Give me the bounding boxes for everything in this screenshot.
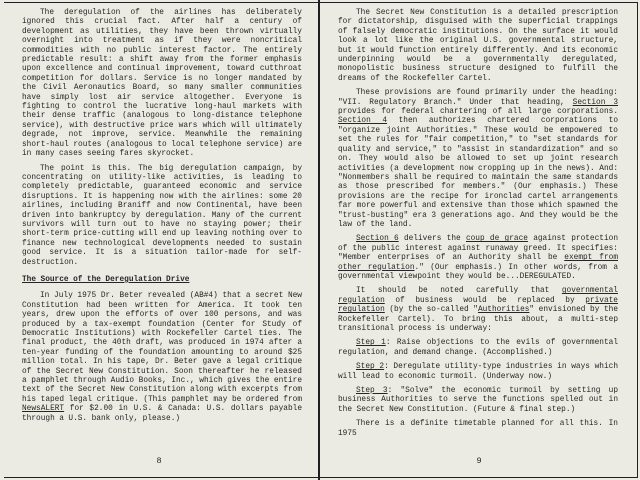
paragraph: The point is this. The big deregulation campaign, by concentrating on utility-like activities, is leading to completely predictable, guaranteed economic and service disruptions. It is happening now with the airlines: some 20 airlines, including Braniff and now Continental, have been driven into bankruptcy by deregulation. Many of the current survivors will turn out to have no staying power; their short-term price-cutting will end up leaving nothing over to finance new technological developments needed to sustain good service. It is a situation tailor-made for self-destruction. [22,164,302,267]
paragraph: The deregulation of the airlines has deliberately ignored this crucial fact. After half a century of development as utilities, they have been thrown virtually overnight into treatment as if they were noncritical commodities with no public interest factor. The entirely predictable result: a shift away from the former emphasis upon excellence and continual improvement, toward cutthroat competition for dollars. Service is no longer mandated by the Civil Aeronautics Board, so many smaller communities have simply lost air service altogether. Everyone is fighting to control the lucrative long-haul markets with their dense traffic (analogous to long-distance telephone service), with destructive price wars which will ultimately degrade, not improve, service. Meanwhile the remaining short-haul routes (analogous to local telephone service) are in many cases seeing fares skyrocket. [22,9,302,159]
page-number-left: 8 [156,456,162,466]
paragraph: There is a definite timetable planned for all this. In 1975 [338,420,618,438]
page-number-right: 9 [476,456,482,466]
paragraph: Step 2: Deregulate utility-type industries in ways which will lead to economic turmoil. (Underway now.) [338,363,619,381]
paragraph: It should be noted carefully that governmental regulation of business would be replaced by private regulation (by the so-called "Authorities" envisioned by the Rockefeller Cartel). To bring this about, a multi-step transitional process is underway: [338,287,618,333]
paragraph: In July 1975 Dr. Beter revealed (AB#4) that a secret New Constitution had been written for America. It took ten years, drew upon the efforts of over 100 persons, and was produced by a tax-exempt foundation (Center for Study of Democratic Institutions) with Rockefeller Cartel ties. The final product, the 40th draft, was produced in 1974 after a ten-year funding of the foundation amounting to around $25 million total. In his tape, Dr. Beter gave a legal critique of the Secret New Constitution. Soon thereafter he released a pamphlet through Audio Books, Inc., which gives the entire text of the Secret New Constitution along with excerpts from his taped legal critique. (This pamphlet may be ordered from NewsALERT for $2.00 in U.S. & Canada: U.S. dollars payable through a U.S. bank only, please.) [22,292,302,423]
paragraph: Step 1: Raise objections to the evils of governmental regulation, and demand change. (Accomplished.) [338,339,618,357]
paragraph: Step 3: "Solve" the economic turmoil by setting up business Authorities to serve the functions spelled out in the Secret New Constitution. (Future & final step.) [338,387,619,414]
page-right-content [338,9,618,439]
paragraph: Section 6 delivers the coup de grace against protection of the public interest against runaway greed. It specifies: "Member enterprises of an Authority shall be exempt from other regulation." (Our emphasis.) In other words, from a governmental viewpoint they would be...DEREGULATED. [338,235,618,281]
section-heading: The Source of the Deregulation Drive [22,275,190,284]
page-right [320,0,638,480]
page-left [0,0,318,480]
paragraph: These provisions are found primarily under the heading: "VII. Regulatory Branch." Under that heading, Section 3 provides for federal chartering of all large corporations. Section 4 then authorizes chartered corporations to "organize joint Authorities." These would be empowered to set the rules for "fair competition," to "set standards for quality and service," to "assist in standardization" and so on. They would also be allowed to set up joint research activities (a development now cropping up in the news). And: "Nonmembers shall be required to maintain the same standards as those prescribed for members." (Our emphasis.) These provisions are the recipe for ironclad cartel arrangements far more powerful and extensive than those which spawned the "trust-busting" era 3 generations ago. And they would be the law of the land. [338,89,619,229]
paragraph: The Secret New Constitution is a detailed prescription for dictatorship, disguised with the superficial trappings of falsely democratic institutions. On the surface it would look a lot like the original U.S. governmental structure, but it would function entirely differently. And its economic underpinning would be a governmentally deregulated, monopolistic business structure designed to fulfill the dreams of the Rockefeller Cartel. [338,9,618,83]
page-left-content [22,9,302,424]
